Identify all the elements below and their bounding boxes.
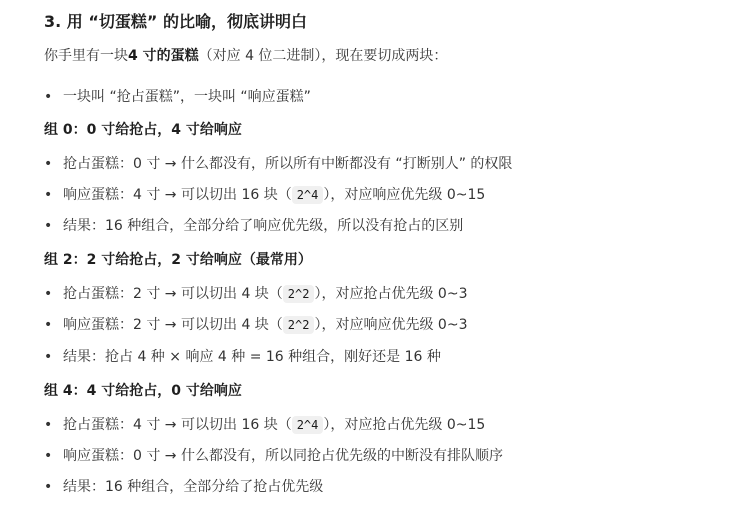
list-item xyxy=(44,154,512,174)
list-item-text-post: ），对应抢占优先级 0~15 xyxy=(323,417,486,433)
intro-paragraph xyxy=(44,46,447,66)
list-item xyxy=(44,284,467,304)
bullet-icon: • xyxy=(44,317,53,333)
list-item-text: 响应蛋糕：2 寸 → 可以切出 4 块（ xyxy=(63,317,283,333)
list-item-text-post: ），对应响应优先级 0~15 xyxy=(323,187,486,203)
list-item xyxy=(44,87,311,107)
list-item-text: 抢占蛋糕：2 寸 → 可以切出 4 块（ xyxy=(63,286,283,302)
inline-code: 2^4 xyxy=(292,186,324,204)
inline-code: 2^4 xyxy=(292,416,324,434)
list-item-text: 一块叫 “抢占蛋糕”，一块叫 “响应蛋糕” xyxy=(63,89,311,105)
bullet-icon: • xyxy=(44,156,53,172)
group-title: 组 0：0 寸给抢占，4 寸给响应 xyxy=(44,122,242,138)
bullet-icon: • xyxy=(44,417,53,433)
list-item xyxy=(44,216,463,236)
bullet-icon: • xyxy=(44,349,53,365)
intro-text-post: （对应 4 位二进制），现在要切成两块： xyxy=(198,48,448,64)
list-item xyxy=(44,446,503,466)
list-item xyxy=(44,347,441,367)
bullet-icon: • xyxy=(44,89,53,105)
list-item-text: 结果：16 种组合，全部分给了响应优先级，所以没有抢占的区别 xyxy=(63,218,464,234)
list-item-text-post: ），对应响应优先级 0~3 xyxy=(314,317,468,333)
list-item xyxy=(44,315,467,335)
list-item xyxy=(44,477,323,497)
list-item-text: 结果：抢占 4 种 × 响应 4 种 = 16 种组合，刚好还是 16 种 xyxy=(63,349,441,365)
group-title: 组 4：4 寸给抢占，0 寸给响应 xyxy=(44,383,242,399)
section-heading: 3. 用 “切蛋糕” 的比喻，彻底讲明白 xyxy=(44,12,307,31)
list-item-text: 抢占蛋糕：4 寸 → 可以切出 16 块（ xyxy=(63,417,292,433)
bullet-icon: • xyxy=(44,286,53,302)
list-item-text: 抢占蛋糕：0 寸 → 什么都没有，所以所有中断都没有 “打断别人” 的权限 xyxy=(63,156,513,172)
group-title: 组 2：2 寸给抢占，2 寸给响应（最常用） xyxy=(44,252,312,268)
intro-text-bold: 4 寸的蛋糕 xyxy=(128,48,199,64)
list-item-text: 响应蛋糕：0 寸 → 什么都没有，所以同抢占优先级的中断没有排队顺序 xyxy=(63,448,503,464)
inline-code: 2^2 xyxy=(283,316,315,334)
list-item-text-post: ），对应抢占优先级 0~3 xyxy=(314,286,468,302)
bullet-icon: • xyxy=(44,187,53,203)
list-item-text: 响应蛋糕：4 寸 → 可以切出 16 块（ xyxy=(63,187,292,203)
list-item-text: 结果：16 种组合，全部分给了抢占优先级 xyxy=(63,479,324,495)
bullet-icon: • xyxy=(44,479,53,495)
inline-code: 2^2 xyxy=(283,285,315,303)
intro-text-pre: 你手里有一块 xyxy=(44,48,128,64)
list-item xyxy=(44,415,485,435)
list-item xyxy=(44,185,485,205)
bullet-icon: • xyxy=(44,218,53,234)
bullet-icon: • xyxy=(44,448,53,464)
